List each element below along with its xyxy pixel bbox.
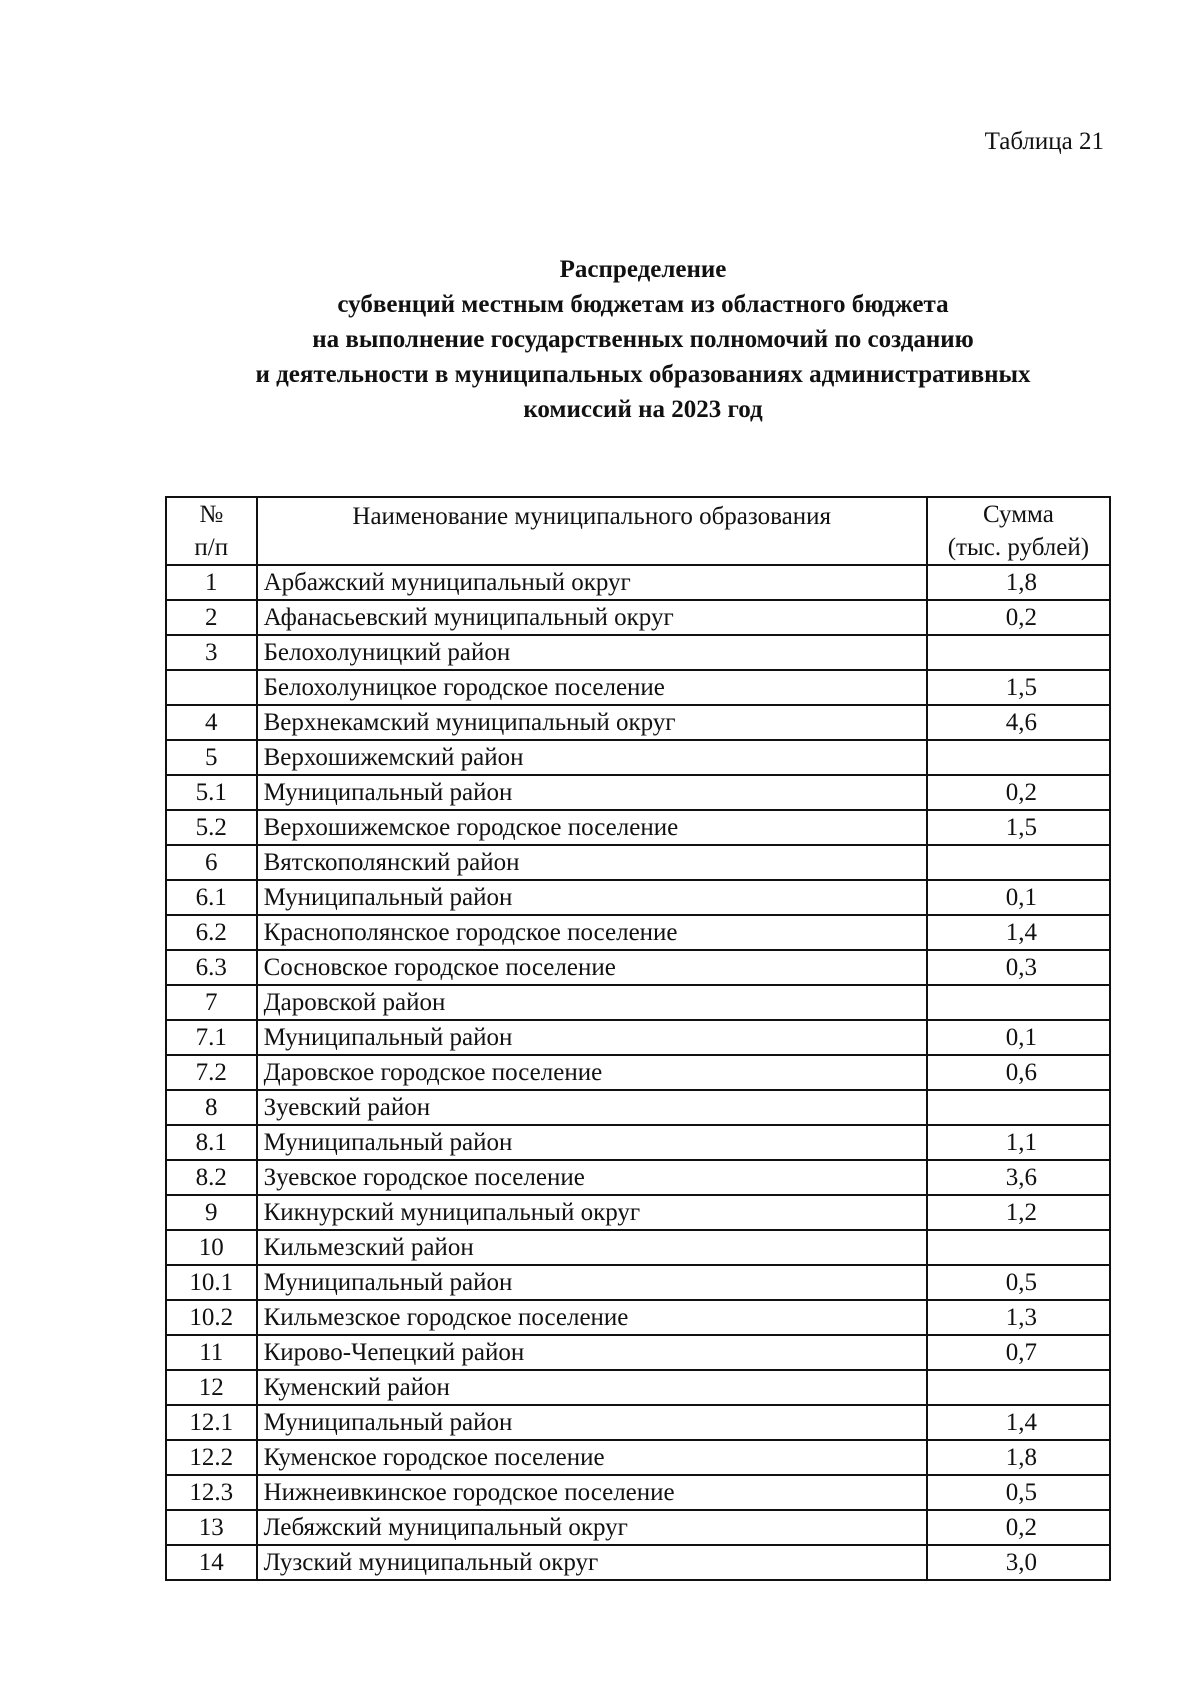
row-sum-cell	[927, 845, 1110, 880]
row-number-cell: 10.1	[166, 1265, 257, 1300]
row-number-cell	[166, 670, 257, 705]
row-sum-cell: 0,2	[927, 1510, 1110, 1545]
table-row	[166, 705, 1110, 740]
row-name-cell: Кильмезское городское поселение	[257, 1300, 927, 1335]
row-sum-cell: 0,7	[927, 1335, 1110, 1370]
row-name-cell: Куменское городское поселение	[257, 1440, 927, 1475]
table-row	[166, 810, 1110, 845]
header-name: Наименование муниципального образования	[257, 497, 927, 565]
table-body	[166, 565, 1110, 1580]
header-sum	[927, 497, 1110, 565]
row-sum-cell: 1,1	[927, 1125, 1110, 1160]
row-name-cell: Афанасьевский муниципальный округ	[257, 600, 927, 635]
table-row	[166, 1300, 1110, 1335]
table-row	[166, 1090, 1110, 1125]
row-name-cell: Верхошижемское городское поселение	[257, 810, 927, 845]
row-sum-cell: 1,8	[927, 1440, 1110, 1475]
row-number-cell: 6.3	[166, 950, 257, 985]
row-number-cell: 8.1	[166, 1125, 257, 1160]
row-number-cell: 14	[166, 1545, 257, 1580]
table-row	[166, 1055, 1110, 1090]
row-name-cell: Верхошижемский район	[257, 740, 927, 775]
row-name-cell: Муниципальный район	[257, 1265, 927, 1300]
row-sum-cell: 1,4	[927, 1405, 1110, 1440]
row-sum-cell: 0,2	[927, 775, 1110, 810]
row-number-cell: 7	[166, 985, 257, 1020]
row-sum-cell: 0,6	[927, 1055, 1110, 1090]
row-number-cell: 2	[166, 600, 257, 635]
title-line: на выполнение государственных полномочий по созданию	[312, 326, 974, 353]
row-name-cell: Лузский муниципальный округ	[257, 1545, 927, 1580]
row-sum-cell: 1,2	[927, 1195, 1110, 1230]
title-line: комиссий на 2023 год	[523, 396, 763, 423]
row-number-cell: 6.2	[166, 915, 257, 950]
row-name-cell: Куменский район	[257, 1370, 927, 1405]
header-number-line2: п/п	[194, 534, 229, 561]
row-sum-cell	[927, 1230, 1110, 1265]
row-number-cell: 11	[166, 1335, 257, 1370]
title-line: Распределение	[559, 256, 727, 283]
row-name-cell: Муниципальный район	[257, 880, 927, 915]
table-row	[166, 565, 1110, 600]
row-name-cell: Даровской район	[257, 985, 927, 1020]
table-row	[166, 1545, 1110, 1580]
row-number-cell: 12.3	[166, 1475, 257, 1510]
row-sum-cell	[927, 1370, 1110, 1405]
table-row	[166, 1335, 1110, 1370]
subventions-table	[165, 496, 1111, 1581]
row-name-cell: Верхнекамский муниципальный округ	[257, 705, 927, 740]
table-row	[166, 950, 1110, 985]
row-sum-cell: 0,1	[927, 1020, 1110, 1055]
row-number-cell: 10.2	[166, 1300, 257, 1335]
row-name-cell: Кикнурский муниципальный округ	[257, 1195, 927, 1230]
table-row	[166, 915, 1110, 950]
row-name-cell: Вятскополянский район	[257, 845, 927, 880]
row-name-cell: Муниципальный район	[257, 775, 927, 810]
row-number-cell: 9	[166, 1195, 257, 1230]
table-row	[166, 1475, 1110, 1510]
row-sum-cell: 1,4	[927, 915, 1110, 950]
table-row	[166, 1510, 1110, 1545]
row-number-cell: 5.2	[166, 810, 257, 845]
row-name-cell: Даровское городское поселение	[257, 1055, 927, 1090]
table-row	[166, 1020, 1110, 1055]
table-header-row	[166, 497, 1110, 565]
row-name-cell: Арбажский муниципальный округ	[257, 565, 927, 600]
row-number-cell: 1	[166, 565, 257, 600]
row-name-cell: Белохолуницкий район	[257, 635, 927, 670]
row-number-cell: 12.1	[166, 1405, 257, 1440]
row-sum-cell: 3,0	[927, 1545, 1110, 1580]
table-row	[166, 1370, 1110, 1405]
row-sum-cell	[927, 635, 1110, 670]
header-sum-line2: (тыс. рублей)	[947, 534, 1090, 561]
table-row	[166, 600, 1110, 635]
table-row	[166, 1405, 1110, 1440]
row-name-cell: Кильмезский район	[257, 1230, 927, 1265]
row-sum-cell: 0,5	[927, 1265, 1110, 1300]
row-number-cell: 8	[166, 1090, 257, 1125]
table-row	[166, 985, 1110, 1020]
row-name-cell: Лебяжский муниципальный округ	[257, 1510, 927, 1545]
table-row	[166, 1265, 1110, 1300]
table-row	[166, 740, 1110, 775]
row-number-cell: 6	[166, 845, 257, 880]
table-row	[166, 1160, 1110, 1195]
table-row	[166, 635, 1110, 670]
row-sum-cell: 1,8	[927, 565, 1110, 600]
table-row	[166, 1230, 1110, 1265]
document-title	[100, 252, 1186, 427]
row-name-cell: Краснополянское городское поселение	[257, 915, 927, 950]
row-number-cell: 6.1	[166, 880, 257, 915]
row-name-cell: Зуевский район	[257, 1090, 927, 1125]
row-number-cell: 4	[166, 705, 257, 740]
header-sum-line1: Сумма	[983, 501, 1054, 528]
row-number-cell: 12	[166, 1370, 257, 1405]
row-sum-cell: 0,5	[927, 1475, 1110, 1510]
row-sum-cell: 1,3	[927, 1300, 1110, 1335]
row-sum-cell: 0,3	[927, 950, 1110, 985]
table-row	[166, 1440, 1110, 1475]
row-name-cell: Кирово-Чепецкий район	[257, 1335, 927, 1370]
row-name-cell: Муниципальный район	[257, 1125, 927, 1160]
table-row	[166, 880, 1110, 915]
row-sum-cell: 0,1	[927, 880, 1110, 915]
row-number-cell: 7.1	[166, 1020, 257, 1055]
row-number-cell: 5	[166, 740, 257, 775]
header-number-line1: №	[199, 501, 224, 528]
row-number-cell: 10	[166, 1230, 257, 1265]
row-number-cell: 3	[166, 635, 257, 670]
row-name-cell: Сосновское городское поселение	[257, 950, 927, 985]
header-number	[166, 497, 257, 565]
table-label: Таблица 21	[984, 128, 1104, 155]
row-number-cell: 7.2	[166, 1055, 257, 1090]
row-sum-cell: 3,6	[927, 1160, 1110, 1195]
row-sum-cell: 4,6	[927, 705, 1110, 740]
table-row	[166, 670, 1110, 705]
row-name-cell: Нижнеивкинское городское поселение	[257, 1475, 927, 1510]
row-number-cell: 5.1	[166, 775, 257, 810]
table-row	[166, 775, 1110, 810]
row-name-cell: Муниципальный район	[257, 1405, 927, 1440]
row-sum-cell: 1,5	[927, 810, 1110, 845]
row-sum-cell	[927, 985, 1110, 1020]
row-sum-cell: 0,2	[927, 600, 1110, 635]
table-row	[166, 845, 1110, 880]
row-sum-cell	[927, 740, 1110, 775]
table-row	[166, 1195, 1110, 1230]
row-name-cell: Муниципальный район	[257, 1020, 927, 1055]
title-line: субвенций местным бюджетам из областного бюджета	[337, 291, 949, 318]
table-row	[166, 1125, 1110, 1160]
row-number-cell: 13	[166, 1510, 257, 1545]
row-name-cell: Зуевское городское поселение	[257, 1160, 927, 1195]
row-sum-cell: 1,5	[927, 670, 1110, 705]
row-sum-cell	[927, 1090, 1110, 1125]
row-number-cell: 12.2	[166, 1440, 257, 1475]
title-line: и деятельности в муниципальных образованиях административных	[255, 361, 1031, 388]
row-number-cell: 8.2	[166, 1160, 257, 1195]
row-name-cell: Белохолуницкое городское поселение	[257, 670, 927, 705]
